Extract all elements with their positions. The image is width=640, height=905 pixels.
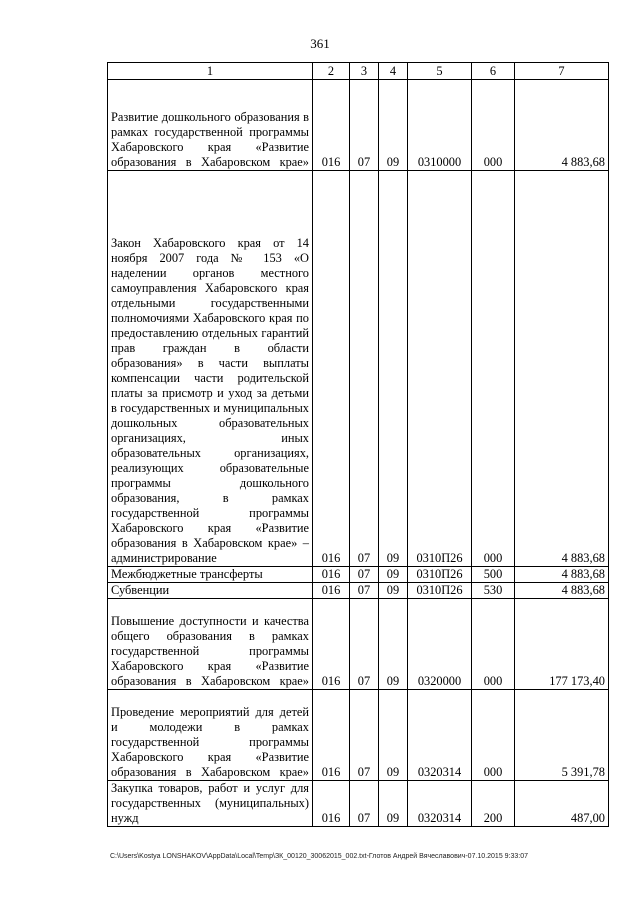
cell-target: 0320000	[408, 599, 472, 690]
cell-code: 016	[313, 781, 350, 827]
budget-table	[107, 62, 609, 827]
cell-amount: 4 883,68	[515, 583, 609, 599]
cell-code: 016	[313, 171, 350, 567]
row-name: Межбюджетные трансферты	[108, 567, 313, 583]
cell-code: 016	[313, 690, 350, 781]
cell-code: 016	[313, 80, 350, 171]
file-path-footer: C:\Users\Kostya LONSHAKOV\AppData\Local\Temp\ЗК_00120_30062015_002.txt-Глотов Андрей Вячеславович-07.10.2015 9:33:07	[110, 853, 529, 860]
cell-type: 200	[472, 781, 515, 827]
cell-section: 07	[350, 567, 379, 583]
page-number: 361	[310, 36, 330, 51]
cell-type: 000	[472, 171, 515, 567]
cell-subsection: 09	[379, 567, 408, 583]
column-header: 1	[108, 63, 313, 80]
cell-section: 07	[350, 80, 379, 171]
column-header: 6	[472, 63, 515, 80]
table-row	[108, 80, 609, 171]
cell-type: 500	[472, 567, 515, 583]
cell-subsection: 09	[379, 781, 408, 827]
cell-type: 000	[472, 599, 515, 690]
cell-subsection: 09	[379, 80, 408, 171]
cell-amount: 4 883,68	[515, 567, 609, 583]
row-name: Развитие дошкольного образования в рамках государственной программы Хабаровского края «Развитие образования в Хабаровском крае»	[108, 80, 313, 171]
cell-target: 0310П26	[408, 567, 472, 583]
row-name: Проведение мероприятий для детей и молодежи в рамках государственной программы Хабаровского края «Развитие образования в Хабаровском крае»	[108, 690, 313, 781]
cell-section: 07	[350, 781, 379, 827]
cell-section: 07	[350, 171, 379, 567]
column-header: 4	[379, 63, 408, 80]
cell-amount: 487,00	[515, 781, 609, 827]
column-header: 2	[313, 63, 350, 80]
cell-amount: 4 883,68	[515, 80, 609, 171]
cell-type: 000	[472, 80, 515, 171]
cell-amount: 5 391,78	[515, 690, 609, 781]
cell-subsection: 09	[379, 690, 408, 781]
column-header: 3	[350, 63, 379, 80]
cell-section: 07	[350, 599, 379, 690]
cell-code: 016	[313, 567, 350, 583]
cell-target: 0320314	[408, 781, 472, 827]
cell-subsection: 09	[379, 171, 408, 567]
cell-subsection: 09	[379, 583, 408, 599]
column-header: 5	[408, 63, 472, 80]
cell-code: 016	[313, 599, 350, 690]
table-row	[108, 171, 609, 567]
row-name: Повышение доступности и качества общего образования в рамках государственной программы Хабаровского края «Развитие образования в Хабаровском крае»	[108, 599, 313, 690]
column-header: 7	[515, 63, 609, 80]
cell-subsection: 09	[379, 599, 408, 690]
table-row	[108, 567, 609, 583]
row-name: Субвенции	[108, 583, 313, 599]
cell-type: 000	[472, 690, 515, 781]
row-name: Закон Хабаровского края от 14 ноября 2007 года № 153 «О наделении органов местного самоуправления Хабаровского края отдельными государственными полномочиями Хабаровского края по предоставлению отдельных гарантий прав граждан в области образования» в части выплаты компенсации части родительской платы за присмотр и уход за детьми в государственных и муниципальных дошкольных образовательных организациях, иных образовательных организациях, реализующих образовательные программы дошкольного образования, в рамках государственной программы Хабаровского края «Развитие образования в Хабаровском крае» – администрирование	[108, 171, 313, 567]
cell-target: 0310П26	[408, 583, 472, 599]
table-row	[108, 583, 609, 599]
cell-section: 07	[350, 690, 379, 781]
table-row	[108, 599, 609, 690]
row-name: Закупка товаров, работ и услуг для государственных (муниципальных) нужд	[108, 781, 313, 827]
cell-amount: 4 883,68	[515, 171, 609, 567]
cell-target: 0320314	[408, 690, 472, 781]
table-row	[108, 690, 609, 781]
cell-amount: 177 173,40	[515, 599, 609, 690]
table-header-row	[108, 63, 609, 80]
cell-target: 0310000	[408, 80, 472, 171]
cell-target: 0310П26	[408, 171, 472, 567]
cell-section: 07	[350, 583, 379, 599]
table-row	[108, 781, 609, 827]
cell-code: 016	[313, 583, 350, 599]
cell-type: 530	[472, 583, 515, 599]
